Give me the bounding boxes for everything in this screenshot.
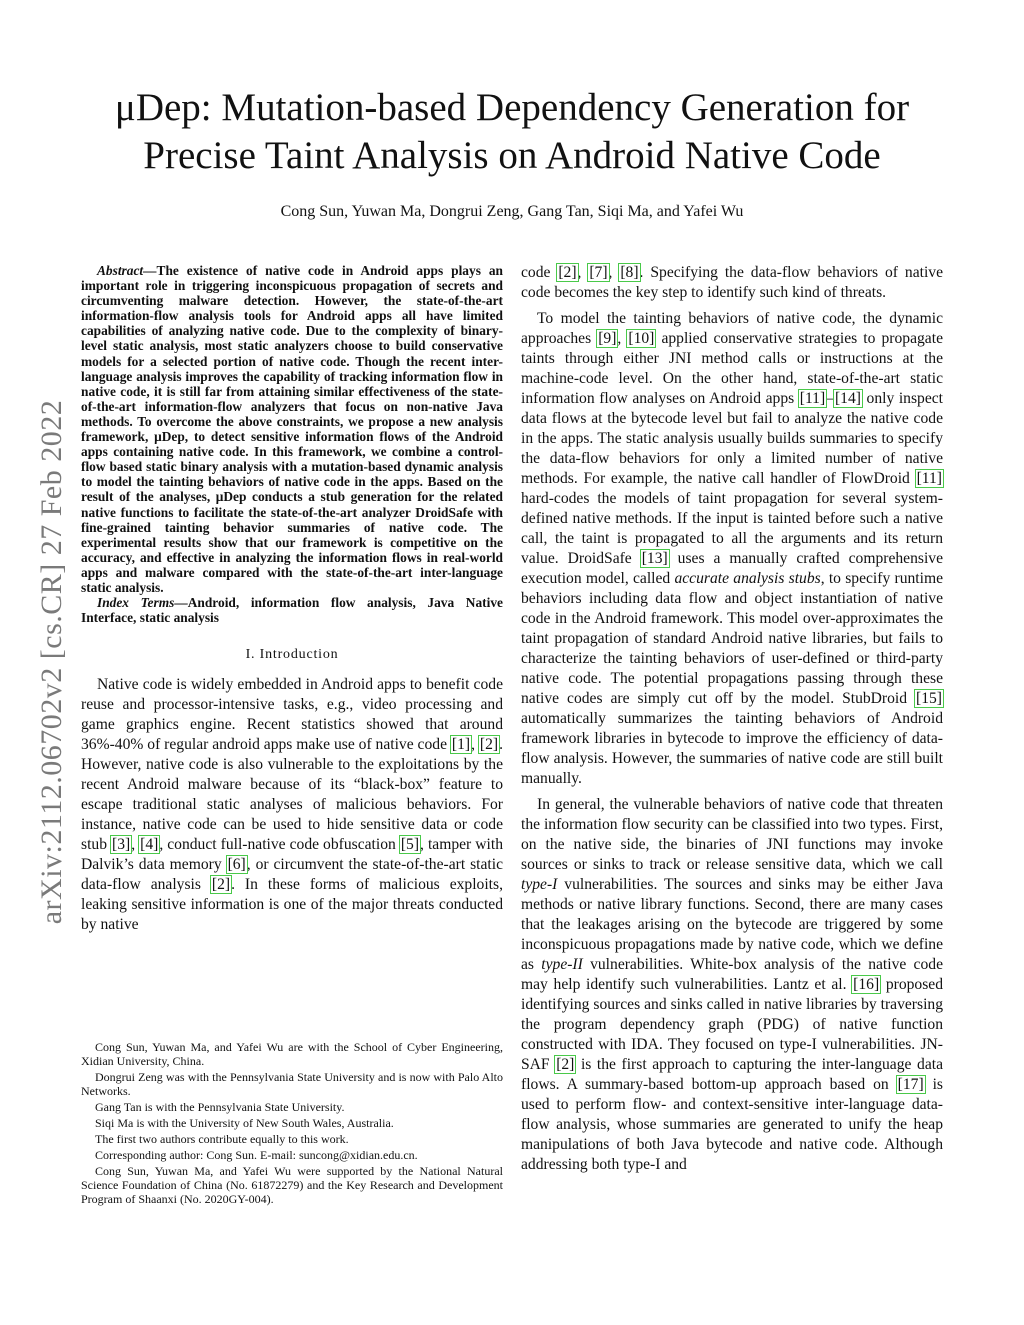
abstract-text: The existence of native code in Android apps plays an important role in triggering inconspicuous propagation of secrets and circumventing malware detection. However, the state-of-the-art information-flow analysis tools for Android apps all have limited capabilities of analyzing native code. Due to the complexity of binary-level static analysis, most static analyzers choose to build conservative models for a selected portion of native code. Though the recent inter-language analysis improves the capability of tracking information flow in native code, it is still far from attaining similar effectiveness of the state-of-the-art information-flow analyzers that focus on non-native Java methods. To overcome the above constraints, we propose a new analysis framework, μDep, to detect sensitive information flows of the Android apps containing native code. In this framework, we combine a control-flow based static binary analysis with a mutation-based dynamic analysis to model the tainting behaviors of native code in the apps. Based on the result of the analyses, μDep conducts a stub generation for the related native functions to facilitate the state-of-the-art analyzer DroidSafe with fine-grained tainting behavior summaries of native code. The experimental results show that our framework is competitive on the accuracy, and effective in analyzing the information flows in real-world apps and malware compared with the state-of-the-art inter-language static analysis. bbox=[81, 263, 503, 595]
citation-link[interactable]: [15] bbox=[916, 690, 942, 707]
citation-link[interactable]: [4] bbox=[140, 836, 159, 854]
author-list: Cong Sun, Yuwan Ma, Dongrui Zeng, Gang Tan, Siqi Ma, and Yafei Wu bbox=[280, 203, 744, 220]
citation-link[interactable]: [14] bbox=[834, 390, 861, 407]
footnote: Gang Tan is with the Pennsylvania State University. bbox=[95, 1100, 345, 1114]
citation-link[interactable]: [2] bbox=[211, 876, 231, 894]
paper-title-line-2: Precise Taint Analysis on Android Native Code bbox=[143, 134, 881, 177]
footnote: Corresponding author: Cong Sun. E-mail: suncong@xidian.edu.cn. bbox=[95, 1148, 418, 1162]
citation-link[interactable]: [11] bbox=[799, 390, 826, 407]
citation-link[interactable]: [2] bbox=[558, 264, 577, 281]
arxiv-identifier-stamp: arXiv:2112.06702v2 [cs.CR] 27 Feb 2022 bbox=[35, 399, 68, 925]
citation-link[interactable]: [16] bbox=[853, 976, 880, 993]
citation-link[interactable]: [1] bbox=[451, 736, 471, 754]
citation-link[interactable]: [2] bbox=[479, 736, 499, 754]
emphasized-term: accurate analysis stubs bbox=[674, 570, 821, 587]
citation-link[interactable]: [13] bbox=[641, 550, 668, 567]
abstract bbox=[81, 263, 503, 595]
emphasized-term: type-II bbox=[541, 956, 583, 973]
body-paragraph: To model the tainting behaviors of native code, the dynamic approaches [9], [10] applied conservative strategies to propagate taints through either JNI method calls or instructions at the machine-code level. On the other hand, state-of-the-art static information flow analyses on Android apps [11]–[14] only inspect data flows at the bytecode level but fail to analyze the native code in the apps. The static analysis usually builds summaries to specify the data-flow behaviors for only a limited number of native methods. For example, the native call handler of FlowDroid [11] hard-codes the models of taint propagation for several system-defined native methods. If the input is tainted before such a native call, the taint is propagated to all the arguments and its return value. DroidSafe [13] uses a manually crafted comprehensive execution model, called accurate analysis stubs, to specify runtime behaviors including data flow and object instantiation of native code in the Android framework. This model over-approximates the taint propagation of standard Android native libraries, but fails to characterize the tainting behaviors of user-defined or third-party native code. The potential propagations passing through these native codes are simply cut off by the model. StubDroid [15] automatically summarizes the tainting behaviors of Android framework libraries in bytecode to improve the efficiency of data-flow analysis. However, the summaries of native code are still built manually. bbox=[521, 310, 944, 787]
citation-link[interactable]: [5] bbox=[400, 836, 420, 854]
citation-link[interactable]: [8] bbox=[620, 264, 639, 281]
abstract-label: Abstract— bbox=[97, 263, 157, 278]
footnote: Siqi Ma is with the University of New South Wales, Australia. bbox=[95, 1116, 394, 1130]
citation-link[interactable]: [3] bbox=[112, 836, 131, 854]
body-paragraph: code [2], [7], [8]. Specifying the data-flow behaviors of native code becomes the key step to identify such kind of threats. bbox=[521, 264, 943, 301]
intro-left-body bbox=[81, 675, 503, 935]
footnote: Cong Sun, Yuwan Ma, and Yafei Wu are with the School of Cyber Engineering, Xidian University, China. bbox=[81, 1040, 503, 1068]
body-paragraph: Native code is widely embedded in Android apps to benefit code reuse and processor-intensive tasks, e.g., video processing and game graphics engine. Recent statistics showed that around 36%-40% of regular android apps make use of native code [1], [2]. However, native code is also vulnerable to the exploitations by the recent Android malware because of its “black-box” feature to escape traditional static analyses of malicious behaviors. For instance, native code can be used to hide sensitive data or code stub [3], [4], conduct full-native code obfuscation [5], tamper with Dalvik’s data memory [6], or circumvent the state-of-the-art static data-flow analysis [2]. In these forms of malicious exploits, leaking sensitive information is one of the major threats conducted by native bbox=[81, 676, 503, 934]
footnote: Cong Sun, Yuwan Ma, and Yafei Wu were supported by the National Natural Science Foundation of China (No. 61872279) and the Key Research and Development Program of Shaanxi (No. 2020GY-004). bbox=[81, 1164, 503, 1206]
paper-title bbox=[80, 84, 944, 180]
citation-link[interactable]: [11] bbox=[916, 470, 942, 487]
citation-link[interactable]: [2] bbox=[556, 1056, 575, 1073]
citation-link[interactable]: [6] bbox=[227, 856, 246, 874]
citation-link[interactable]: [7] bbox=[589, 264, 608, 281]
body-paragraph: In general, the vulnerable behaviors of native code that threaten the information flow security can be classified into two types. First, on the native side, the binaries of JNI functions may invoke sources or sinks to track or release sensitive data, which we call type-I vulnerabilities. The sources and sinks may be either Java methods or native library functions. Second, there are many cases that the leakages arising on the bytecode are triggered by some inconspicuous propagations made by native code, which we define as type-II vulnerabilities. White-box analysis of the native code may help identify such vulnerabilities. Lantz et al. [16] proposed identifying sources and sinks called in native libraries by traversing the program dependency graph (PDG) of native function constructed with IDA. They focused on type-I vulnerabilities. JN-SAF [2] is the first approach to capturing the inter-language data flows. A summary-based bottom-up approach based on [17] is used to perform flow- and context-sensitive inter-language data-flow analysis, whose summaries are generated to unify the heap manipulations of both Java bytecode and native code. Although addressing both type-I and bbox=[521, 796, 943, 1173]
footnotes bbox=[81, 1040, 503, 1208]
citation-link[interactable]: [17] bbox=[897, 1076, 924, 1093]
emphasized-term: type-I bbox=[521, 876, 558, 893]
citation-link[interactable]: [10] bbox=[628, 330, 655, 347]
left-column bbox=[81, 263, 503, 941]
section-heading-introduction: I. Introduction bbox=[245, 647, 339, 663]
footnote: The first two authors contribute equally to this work. bbox=[95, 1132, 349, 1146]
intro-right-body bbox=[521, 263, 943, 1175]
right-column bbox=[521, 263, 943, 1181]
index-terms-label: Index Terms— bbox=[97, 595, 188, 611]
paper-title-line-1: μDep: Mutation-based Dependency Generation for bbox=[114, 86, 910, 129]
footnote: Dongrui Zeng was with the Pennsylvania State University and is now with Palo Alto Networks. bbox=[81, 1070, 503, 1098]
index-terms-text: Android, information flow analysis, Java Native Interface, static analysis bbox=[81, 595, 503, 626]
citation-link[interactable]: [9] bbox=[598, 330, 617, 347]
index-terms bbox=[81, 595, 503, 625]
